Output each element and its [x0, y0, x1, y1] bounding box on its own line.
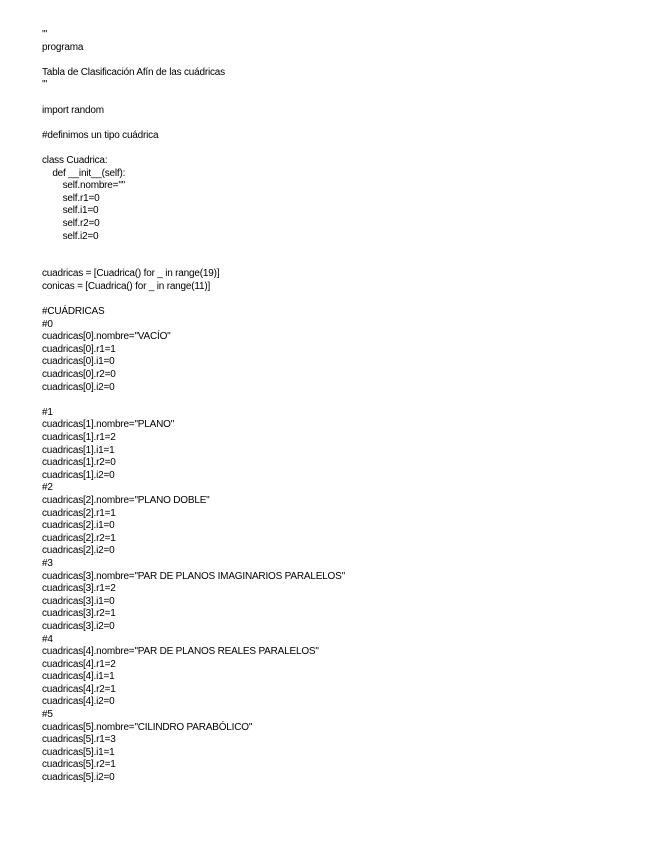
- code-line: cuadricas[5].r1=3: [42, 734, 116, 746]
- blank-line: [42, 142, 622, 155]
- code-line: self.i2=0: [42, 230, 99, 242]
- blank-line: [42, 256, 622, 269]
- code-line: cuadricas[3].i1=0: [42, 595, 115, 607]
- blank-line: [42, 293, 622, 306]
- code-line: #4: [42, 633, 53, 645]
- code-line: #3: [42, 557, 53, 569]
- code-line: cuadricas[1].i2=0: [42, 469, 115, 481]
- blank-line: [42, 54, 622, 67]
- code-line: conicas = [Cuadrica() for _ in range(11)]: [42, 280, 211, 292]
- code-line: cuadricas[2].i2=0: [42, 545, 115, 557]
- code-line: cuadricas[4].r2=1: [42, 683, 116, 695]
- code-line: cuadricas[5].i1=1: [42, 746, 115, 758]
- code-line: cuadricas[5].i2=0: [42, 772, 115, 784]
- code-line: cuadricas[0].nombre="VACÍO": [42, 331, 171, 343]
- code-document: [42, 29, 622, 785]
- code-line: self.i1=0: [42, 205, 99, 217]
- code-line: cuadricas[2].r2=1: [42, 532, 116, 544]
- code-line: class Cuadrica:: [42, 154, 108, 166]
- code-line: self.nombre="": [42, 180, 126, 192]
- blank-line: [42, 92, 622, 105]
- code-line: ''': [42, 29, 48, 40]
- code-line: def __init__(self):: [42, 167, 126, 179]
- code-line: cuadricas[0].i2=0: [42, 381, 115, 393]
- code-line: cuadricas[4].i1=1: [42, 671, 115, 683]
- code-line: cuadricas[0].r2=0: [42, 369, 116, 381]
- blank-line: [42, 117, 622, 130]
- blank-line: [42, 394, 622, 407]
- code-line: cuadricas[0].r1=1: [42, 343, 116, 355]
- code-line: cuadricas[1].nombre="PLANO": [42, 419, 175, 431]
- code-line: programa: [42, 41, 84, 53]
- code-line: self.r1=0: [42, 192, 100, 204]
- code-line: cuadricas[1].r1=2: [42, 432, 116, 443]
- code-line: cuadricas[5].r2=1: [42, 759, 116, 771]
- code-line: cuadricas[3].r2=1: [42, 608, 116, 620]
- code-line: cuadricas[5].nombre="CILINDRO PARABÓLICO": [42, 721, 253, 733]
- code-line: cuadricas[4].r1=2: [42, 658, 116, 670]
- code-line: cuadricas[2].r1=1: [42, 507, 116, 519]
- code-line: #definimos un tipo cuádrica: [42, 129, 159, 141]
- code-line: cuadricas[4].i2=0: [42, 696, 115, 708]
- code-line: cuadricas[4].nombre="PAR DE PLANOS REALES PARALELOS": [42, 646, 319, 658]
- code-line: self.r2=0: [42, 217, 100, 229]
- code-line: #0: [42, 318, 53, 330]
- code-line: cuadricas[2].nombre="PLANO DOBLE": [42, 494, 210, 506]
- code-line: ''': [42, 79, 48, 91]
- code-line: #CUÁDRICAS: [42, 306, 105, 318]
- code-line: #1: [42, 406, 53, 418]
- code-line: #2: [42, 482, 53, 494]
- code-line: cuadricas[1].r2=0: [42, 457, 116, 469]
- code-line: #5: [42, 709, 53, 721]
- code-line: cuadricas[1].i1=1: [42, 444, 115, 456]
- blank-line: [42, 243, 622, 256]
- code-line: cuadricas = [Cuadrica() for _ in range(19)]: [42, 268, 220, 280]
- code-line: cuadricas[3].r1=2: [42, 583, 116, 595]
- code-line: cuadricas[2].i1=0: [42, 520, 115, 532]
- code-line: cuadricas[3].i2=0: [42, 620, 115, 632]
- code-line: cuadricas[0].i1=0: [42, 356, 115, 368]
- code-line: import random: [42, 104, 104, 116]
- code-line: Tabla de Clasificación Afín de las cuádricas: [42, 66, 225, 78]
- code-line: cuadricas[3].nombre="PAR DE PLANOS IMAGINARIOS PARALELOS": [42, 570, 345, 582]
